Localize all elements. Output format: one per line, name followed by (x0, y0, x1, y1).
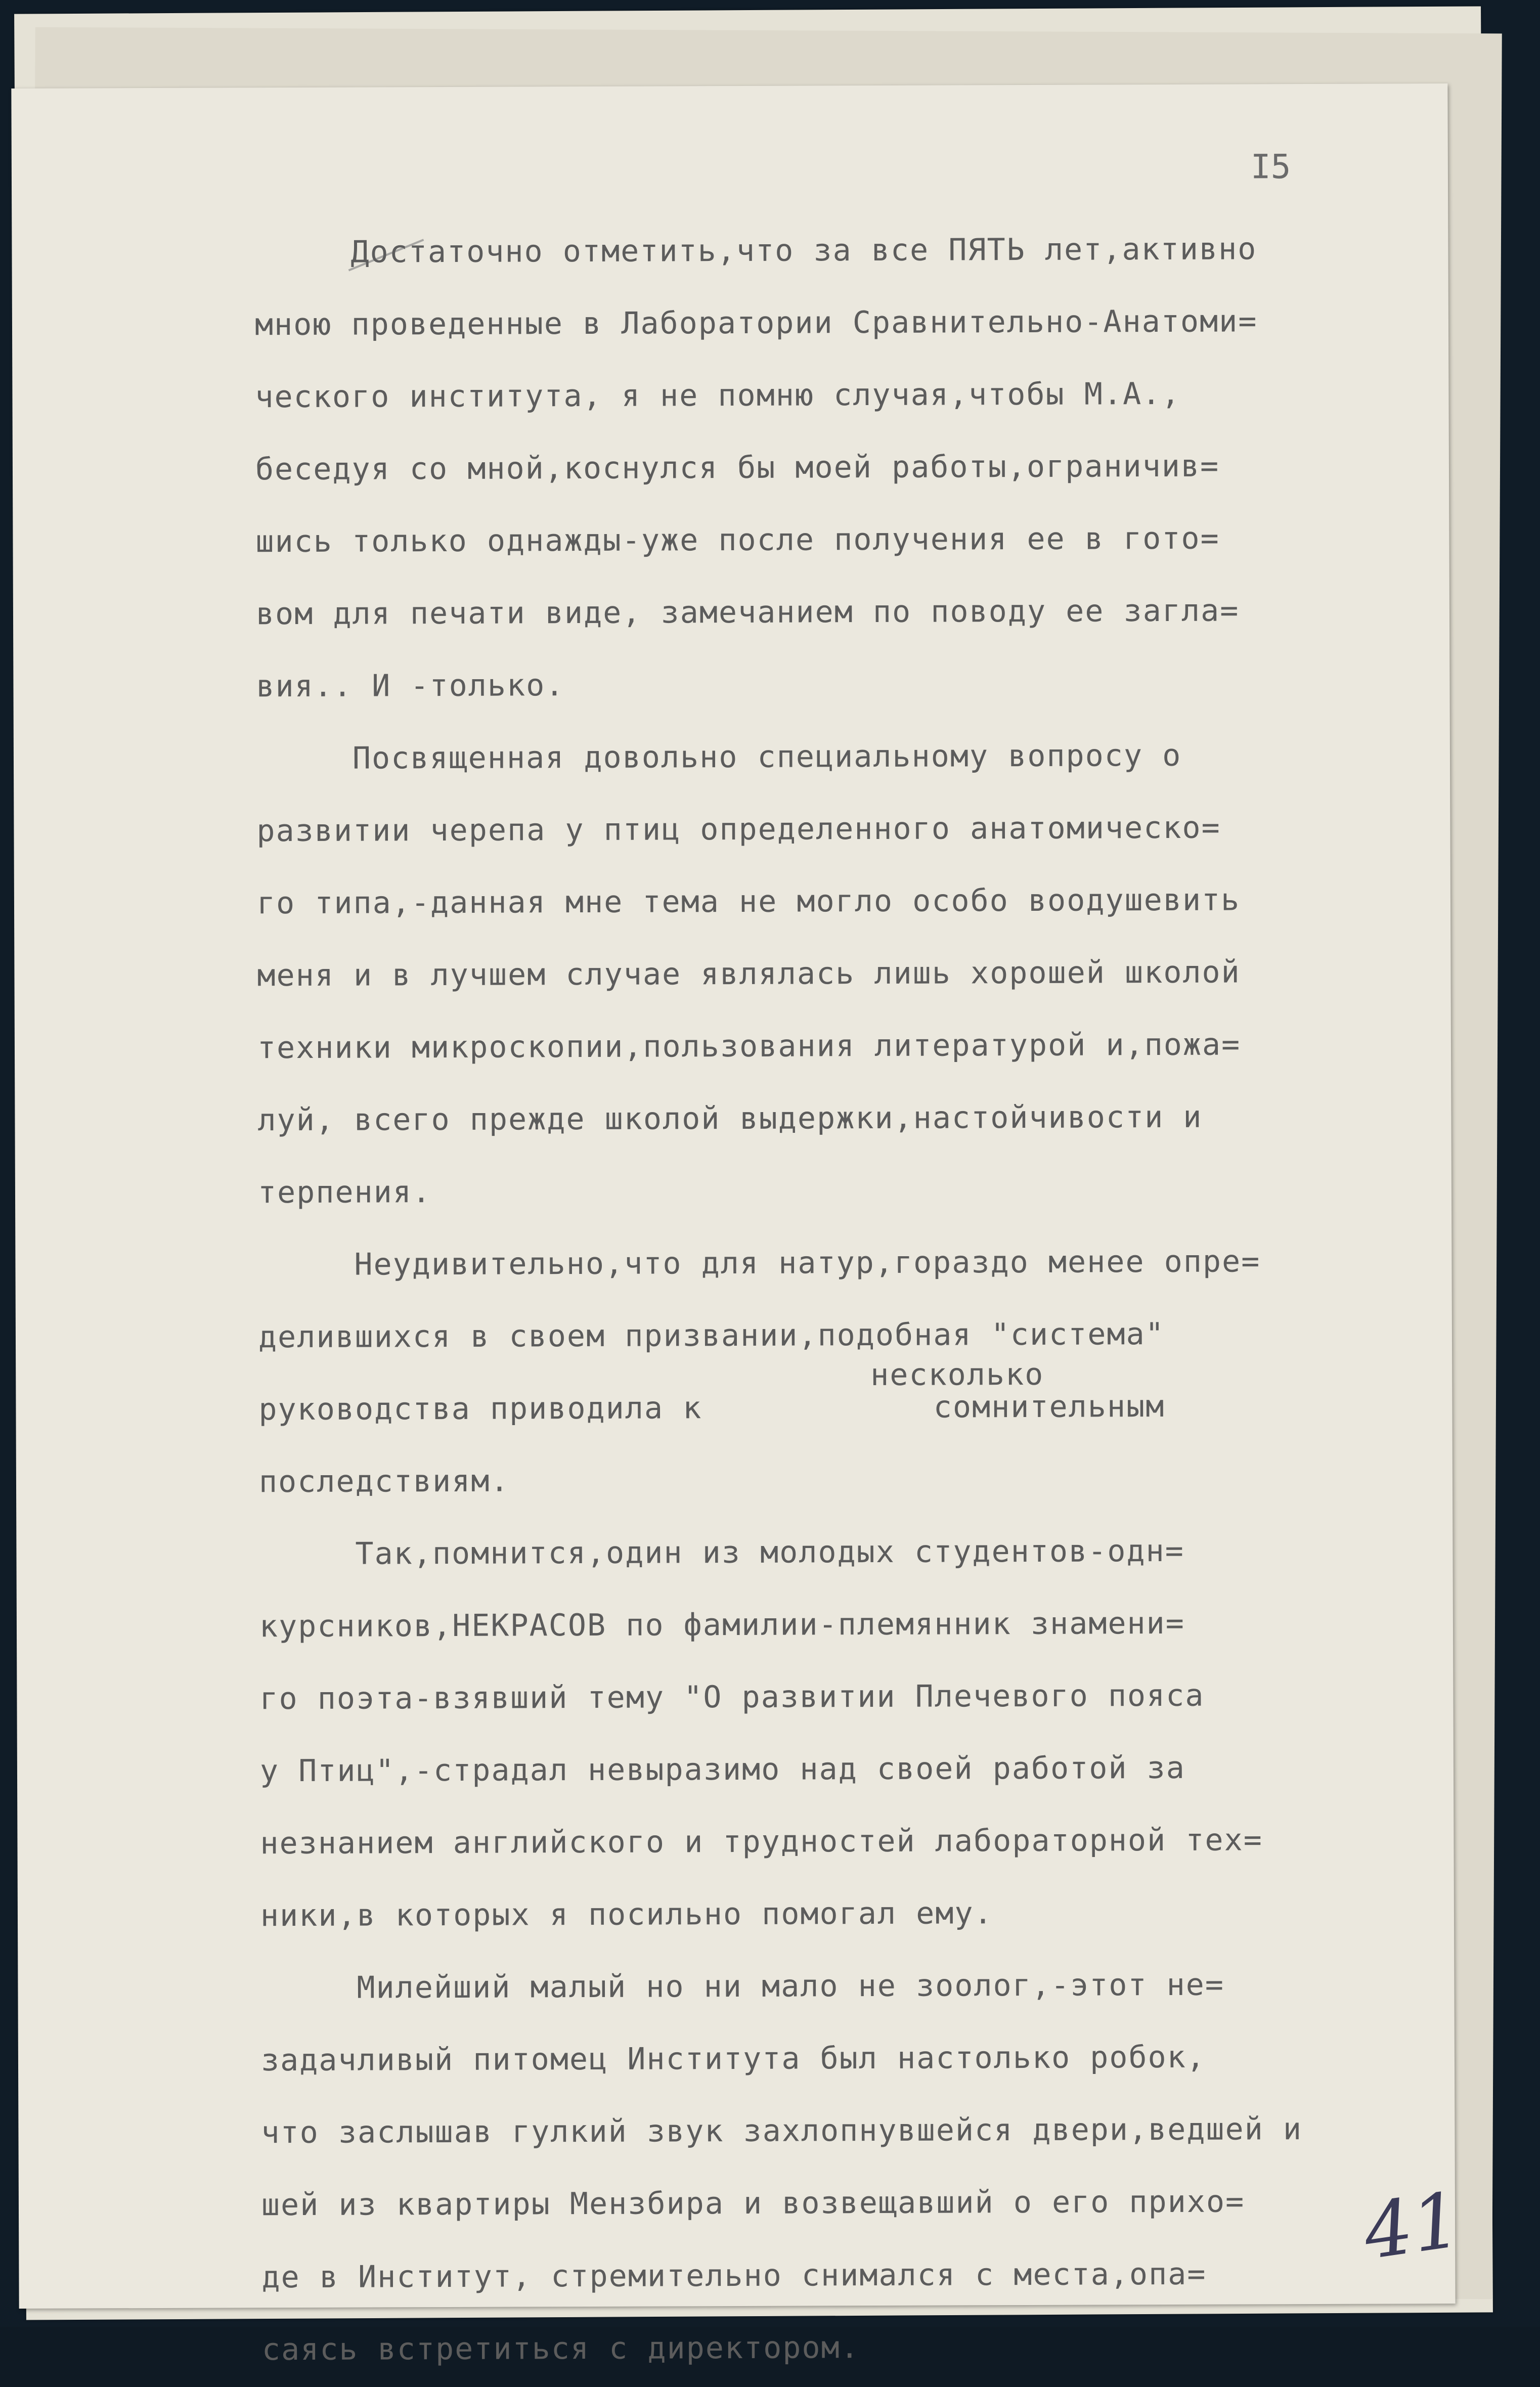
text-line: Милейший малый но ни мало не зоолог,-этот не= (357, 1967, 1225, 2006)
text-line: мною проведенные в Лаборатории Сравнительно-Анатоми= (254, 303, 1258, 343)
text-line: делившихся в своем призвании,подобная "система" (258, 1316, 1165, 1355)
text-line: шей из квартиры Мензбира и возвещавший о его прихо= (261, 2184, 1245, 2223)
text-line: ники,в которых я посильно помогал ему. (260, 1895, 993, 1934)
text-line: Так,помнится,один из молодых студентов-одн= (355, 1533, 1184, 1572)
text-line: го типа,-данная мне тема не могло особо воодушевить (256, 882, 1241, 921)
text-line: де в Институт, стремительно снимался с места,опа= (261, 2256, 1207, 2295)
text-line: у Птиц",-страдал невыразимо над своей работой за (259, 1750, 1185, 1789)
typewritten-page (11, 83, 1467, 2368)
text-line: вом для печати виде, замечанием по поводу ее загла= (255, 593, 1240, 632)
text-line: вия.. И -только. (256, 668, 565, 704)
text-line: задачливый питомец Института был настолько робок, (260, 2039, 1206, 2079)
text-line: незнанием английского и трудностей лабораторной тех= (260, 1822, 1263, 1862)
text-line: беседуя со мной,коснулся бы моей работы,ограничив= (255, 448, 1220, 488)
text-line: саясь встретиться с директором. (261, 2330, 860, 2368)
text-line: руководства приводила к сомнительным (258, 1389, 1165, 1428)
text-line: луй, всего прежде школой выдержки,настойчивости и (257, 1099, 1203, 1138)
interline-text: несколько (870, 1356, 1044, 1393)
body-text (254, 212, 1466, 2386)
text-line: последствиям. (258, 1463, 510, 1500)
text-line: Посвященная довольно специальному вопросу о (352, 737, 1182, 776)
text-line: что заслышав гулкий звук захлопнувшейся двери,ведшей и (261, 2111, 1303, 2151)
text-line: Неудивительно,что для натур,гораздо менее опре= (354, 1244, 1261, 1283)
handwritten-archive-number: 41 (1358, 2176, 1467, 2277)
text-line: терпения. (257, 1174, 432, 1211)
text-line: го поэта-взявший тему "О развитии Плечевого пояса (259, 1677, 1205, 1717)
text-line: ческого института, я не помню случая,чтобы М.А., (255, 376, 1181, 415)
page-number: I5 (1250, 147, 1291, 187)
text-line: развитии черепа у птиц определенного анатомическо= (256, 810, 1221, 849)
text-line: техники микроскопии,пользования литературой и,пожа= (257, 1027, 1241, 1066)
text-line: шись только однажды-уже после получения ее в гото= (255, 520, 1220, 560)
text-line: курсников,НЕКРАСОВ по фамилии-племянник знамени= (259, 1605, 1185, 1645)
text-line: меня и в лучшем случае являлась лишь хорошей школой (257, 954, 1241, 994)
text-line: Достаточно отметить,что за все ПЯТЬ лет,активно (350, 231, 1257, 270)
